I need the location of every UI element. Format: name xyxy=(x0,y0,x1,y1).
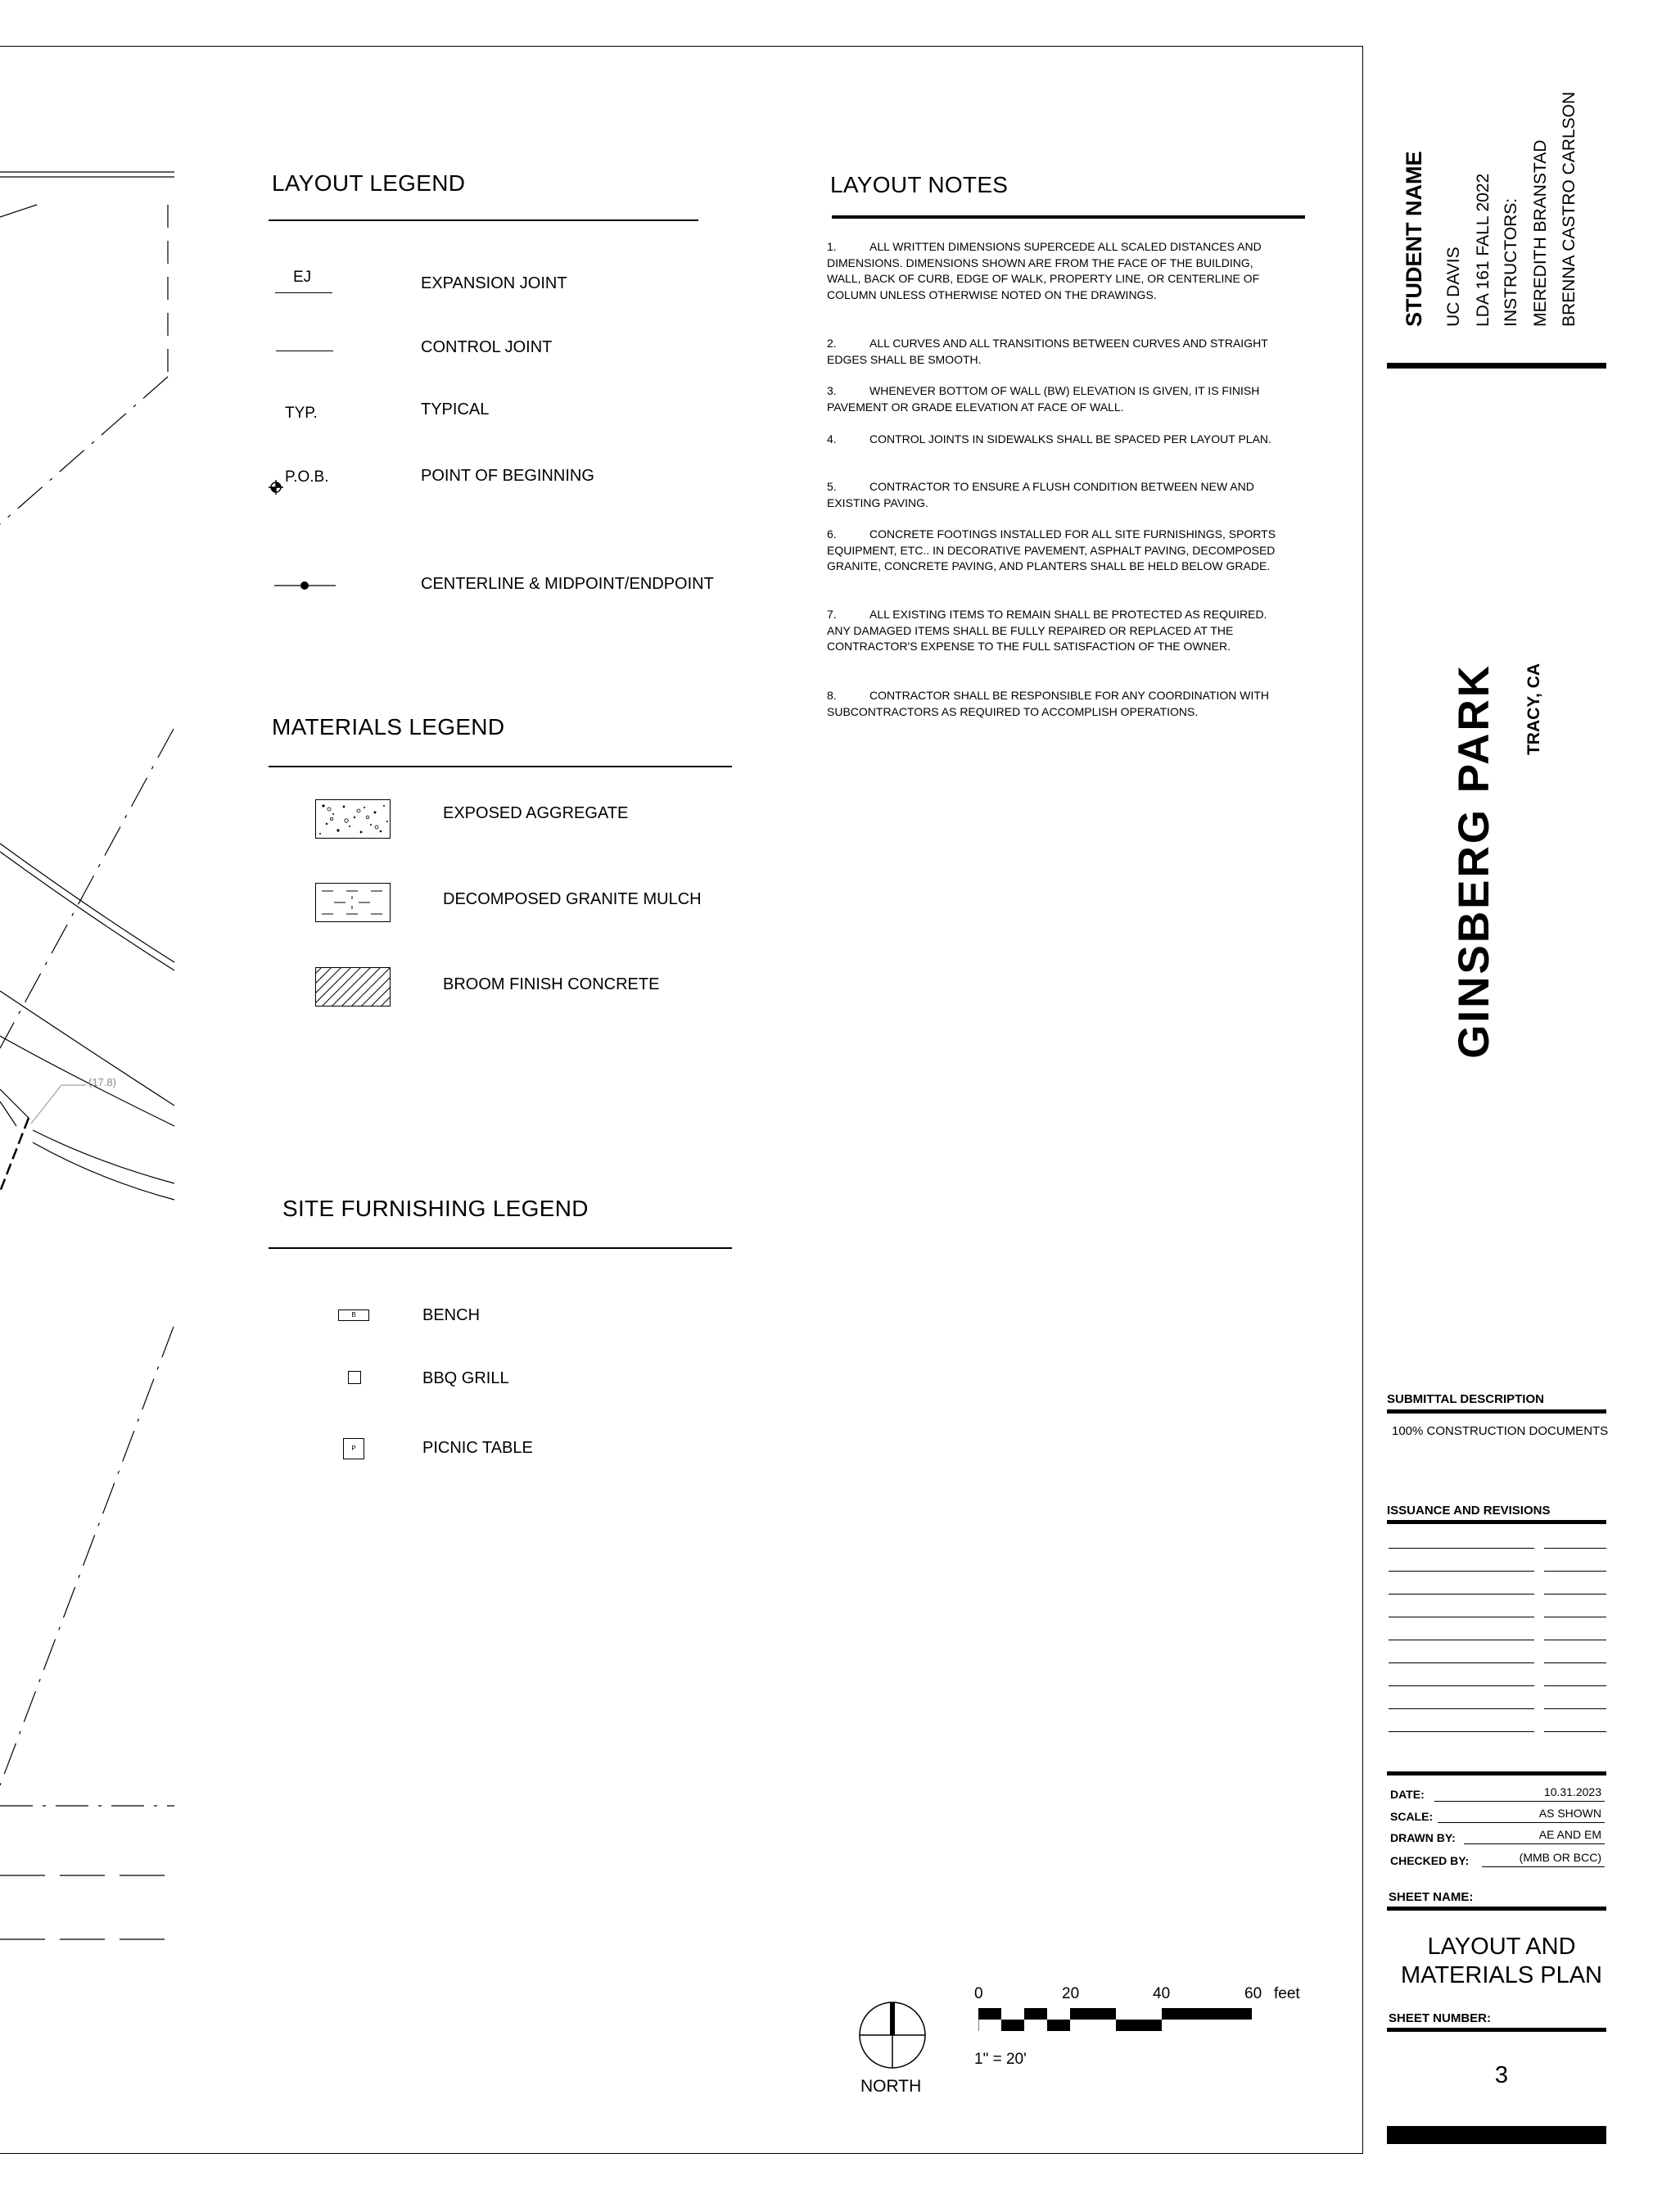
note-text: WHENEVER BOTTOM OF WALL (BW) ELEVATION IS GIVEN, IT IS FINISH PAVEMENT OR GRADE ELEVATION AT FACE OF WALL. xyxy=(827,384,1260,414)
drawn-by-line xyxy=(1464,1843,1605,1844)
revision-line xyxy=(1389,1708,1534,1709)
graphic-scale-bar xyxy=(978,2008,1257,2046)
checked-by-line xyxy=(1482,1866,1605,1867)
revision-line xyxy=(1544,1708,1606,1709)
note-text: CONCRETE FOOTINGS INSTALLED FOR ALL SITE FURNISHINGS, SPORTS EQUIPMENT, ETC.. IN DECORATIVE PAVEMENT, ASPHALT PAVING, DECOMPOSED GRANITE, CONCRETE PAVING, AND PLANTERS SHALL BE HELD BELOW GRADE. xyxy=(827,527,1276,572)
issuance-rule xyxy=(1387,1520,1606,1524)
material-label-broom-finish: BROOM FINISH CONCRETE xyxy=(443,975,660,993)
revision-line xyxy=(1544,1594,1606,1595)
sheet-number-rule xyxy=(1387,2028,1606,2032)
revision-line xyxy=(1389,1662,1534,1663)
note-number: 8. xyxy=(827,689,837,702)
layout-legend-title: LAYOUT LEGEND xyxy=(272,170,466,196)
project-title-block xyxy=(1441,663,1556,1106)
revision-line xyxy=(1389,1548,1534,1549)
issuance-label: ISSUANCE AND REVISIONS xyxy=(1387,1504,1551,1518)
centerline-midpoint-icon xyxy=(274,577,336,594)
scale-line xyxy=(1438,1822,1605,1823)
scale-tick-60: 60 xyxy=(1244,1985,1262,2002)
legend-label-point-of-beginning: POINT OF BEGINNING xyxy=(421,467,594,485)
note-number: 2. xyxy=(827,337,837,350)
note-number: 5. xyxy=(827,480,837,493)
drawn-by-label: DRAWN BY: xyxy=(1390,1831,1456,1844)
picnic-table-icon xyxy=(343,1438,364,1459)
scale-value: AS SHOWN xyxy=(1538,1807,1601,1820)
revision-line xyxy=(1544,1548,1606,1549)
site-furnishing-legend-title: SITE FURNISHING LEGEND xyxy=(282,1196,589,1221)
note-text: ALL CURVES AND ALL TRANSITIONS BETWEEN CURVES AND STRAIGHT EDGES SHALL BE SMOOTH. xyxy=(827,337,1268,366)
bbq-grill-icon xyxy=(348,1371,361,1384)
ej-underline xyxy=(275,292,332,293)
scale-tick-0: 0 xyxy=(974,1985,983,2002)
layout-note-7 xyxy=(827,607,1285,655)
picnic-table-icon-letter: P xyxy=(351,1445,356,1452)
north-label: NORTH xyxy=(860,2077,922,2096)
sheet-number: 3 xyxy=(1494,2062,1509,2088)
furnishing-label-bench: BENCH xyxy=(422,1306,481,1324)
broom-finish-swatch xyxy=(315,967,391,1006)
scale-label: SCALE: xyxy=(1390,1810,1434,1823)
scale-tick-40: 40 xyxy=(1153,1985,1171,2002)
layout-notes-title: LAYOUT NOTES xyxy=(830,172,1009,197)
furnishing-label-picnic-table: PICNIC TABLE xyxy=(422,1439,533,1457)
layout-legend-rule xyxy=(269,219,698,221)
school-name: UC DAVIS xyxy=(1444,247,1463,327)
bench-icon-letter: B xyxy=(351,1311,356,1319)
date-line xyxy=(1434,1801,1605,1802)
ej-symbol: EJ xyxy=(293,269,312,286)
pob-symbol: P.O.B. xyxy=(285,468,329,486)
revision-line xyxy=(1389,1594,1534,1595)
checked-by-label: CHECKED BY: xyxy=(1390,1854,1470,1867)
layout-note-3 xyxy=(827,383,1285,415)
revision-line xyxy=(1544,1662,1606,1663)
title-block-rule-top xyxy=(1387,363,1606,369)
north-arrow-icon xyxy=(856,1998,929,2072)
material-label-exposed-aggregate: EXPOSED AGGREGATE xyxy=(443,804,629,822)
submittal-label: SUBMITTAL DESCRIPTION xyxy=(1387,1392,1544,1406)
sheet-name-label: SHEET NAME: xyxy=(1389,1890,1474,1904)
date-label: DATE: xyxy=(1390,1788,1425,1801)
student-info-block xyxy=(1392,79,1629,327)
student-name: STUDENT NAME xyxy=(1402,151,1426,327)
revision-line xyxy=(1544,1685,1606,1686)
sheet-number-label: SHEET NUMBER: xyxy=(1389,2011,1492,2025)
layout-note-4 xyxy=(827,432,1285,448)
revision-line xyxy=(1389,1571,1534,1572)
material-label-decomposed-granite: DECOMPOSED GRANITE MULCH xyxy=(443,890,702,908)
scale-unit: feet xyxy=(1274,1985,1300,2002)
layout-note-1 xyxy=(827,239,1285,303)
instructor-1: MEREDITH BRANSTAD xyxy=(1531,139,1550,327)
typ-symbol: TYP. xyxy=(285,405,318,422)
note-number: 6. xyxy=(827,527,837,541)
note-text: CONTRACTOR SHALL BE RESPONSIBLE FOR ANY COORDINATION WITH SUBCONTRACTORS AS REQUIRED TO ACCOMPLISH OPERATIONS. xyxy=(827,689,1270,718)
project-name: GINSBERG PARK xyxy=(1450,663,1498,1059)
dates-rule xyxy=(1387,1771,1606,1775)
note-number: 4. xyxy=(827,432,837,446)
sheet-name-line-2: MATERIALS PLAN xyxy=(1400,1962,1603,1988)
bench-icon xyxy=(338,1310,369,1321)
note-text: CONTRACTOR TO ENSURE A FLUSH CONDITION BETWEEN NEW AND EXISTING PAVING. xyxy=(827,480,1254,509)
revision-line xyxy=(1544,1731,1606,1732)
revision-line xyxy=(1544,1571,1606,1572)
note-text: CONTROL JOINTS IN SIDEWALKS SHALL BE SPACED PER LAYOUT PLAN. xyxy=(869,432,1271,446)
legend-label-centerline: CENTERLINE & MIDPOINT/ENDPOINT xyxy=(421,575,714,593)
legend-label-control-joint: CONTROL JOINT xyxy=(421,338,553,356)
legend-label-expansion-joint: EXPANSION JOINT xyxy=(421,274,567,292)
sheet-name-line-1: LAYOUT AND xyxy=(1427,1934,1576,1960)
materials-legend-rule xyxy=(269,766,732,767)
date-value: 10.31.2023 xyxy=(1543,1785,1601,1798)
drawn-by-value: AE AND EM xyxy=(1538,1828,1601,1841)
exposed-aggregate-swatch xyxy=(315,799,391,839)
pob-icon xyxy=(268,478,284,496)
revision-line xyxy=(1389,1731,1534,1732)
layout-notes-rule xyxy=(832,215,1305,219)
checked-by-value: (MMB OR BCC) xyxy=(1519,1851,1601,1864)
note-text: ALL WRITTEN DIMENSIONS SUPERCEDE ALL SCALED DISTANCES AND DIMENSIONS. DIMENSIONS SHOWN ARE FROM THE FACE OF THE BUILDING, WALL, BACK OF CURB, EDGE OF WALK, PROPERTY LINE, OR CENTERLINE OF COLUMN UNLESS OTHERWISE NOTED ON THE DRAWINGS. xyxy=(827,240,1262,301)
layout-note-5 xyxy=(827,479,1285,511)
scale-ratio: 1" = 20' xyxy=(974,2051,1027,2068)
site-plan-linework xyxy=(0,0,180,2212)
site-furnishing-legend-rule xyxy=(269,1247,732,1249)
note-text: ALL EXISTING ITEMS TO REMAIN SHALL BE PROTECTED AS REQUIRED. ANY DAMAGED ITEMS SHALL BE FULLY REPAIRED OR REPLACED AT THE CONTRACTOR'S EXPENSE TO THE FULL SATISFACTION OF THE OWNER. xyxy=(827,608,1267,653)
sheet-name xyxy=(1387,1933,1616,1990)
layout-note-2 xyxy=(827,336,1285,368)
materials-legend-title: MATERIALS LEGEND xyxy=(272,714,505,740)
submittal-rule xyxy=(1387,1409,1606,1414)
note-number: 3. xyxy=(827,384,837,397)
instructor-2: BRENNA CASTRO CARLSON xyxy=(1560,91,1578,327)
note-number: 1. xyxy=(827,240,837,253)
decomposed-granite-swatch xyxy=(315,883,391,922)
layout-note-6 xyxy=(827,527,1285,575)
title-block-rule-bottom xyxy=(1387,2126,1606,2144)
revision-line xyxy=(1389,1685,1534,1686)
scale-tick-20: 20 xyxy=(1062,1985,1080,2002)
project-location: TRACY, CA xyxy=(1524,663,1543,756)
note-number: 7. xyxy=(827,608,837,621)
submittal-value: 100% CONSTRUCTION DOCUMENTS xyxy=(1392,1424,1609,1438)
dimension-label: (17.8) xyxy=(88,1076,116,1088)
layout-note-8 xyxy=(827,688,1285,720)
furnishing-label-bbq-grill: BBQ GRILL xyxy=(422,1369,509,1387)
sheet-name-rule xyxy=(1387,1907,1606,1911)
instructors-label: INSTRUCTORS: xyxy=(1502,197,1520,327)
legend-label-typical: TYPICAL xyxy=(421,400,490,418)
course-name: LDA 161 FALL 2022 xyxy=(1474,173,1493,327)
